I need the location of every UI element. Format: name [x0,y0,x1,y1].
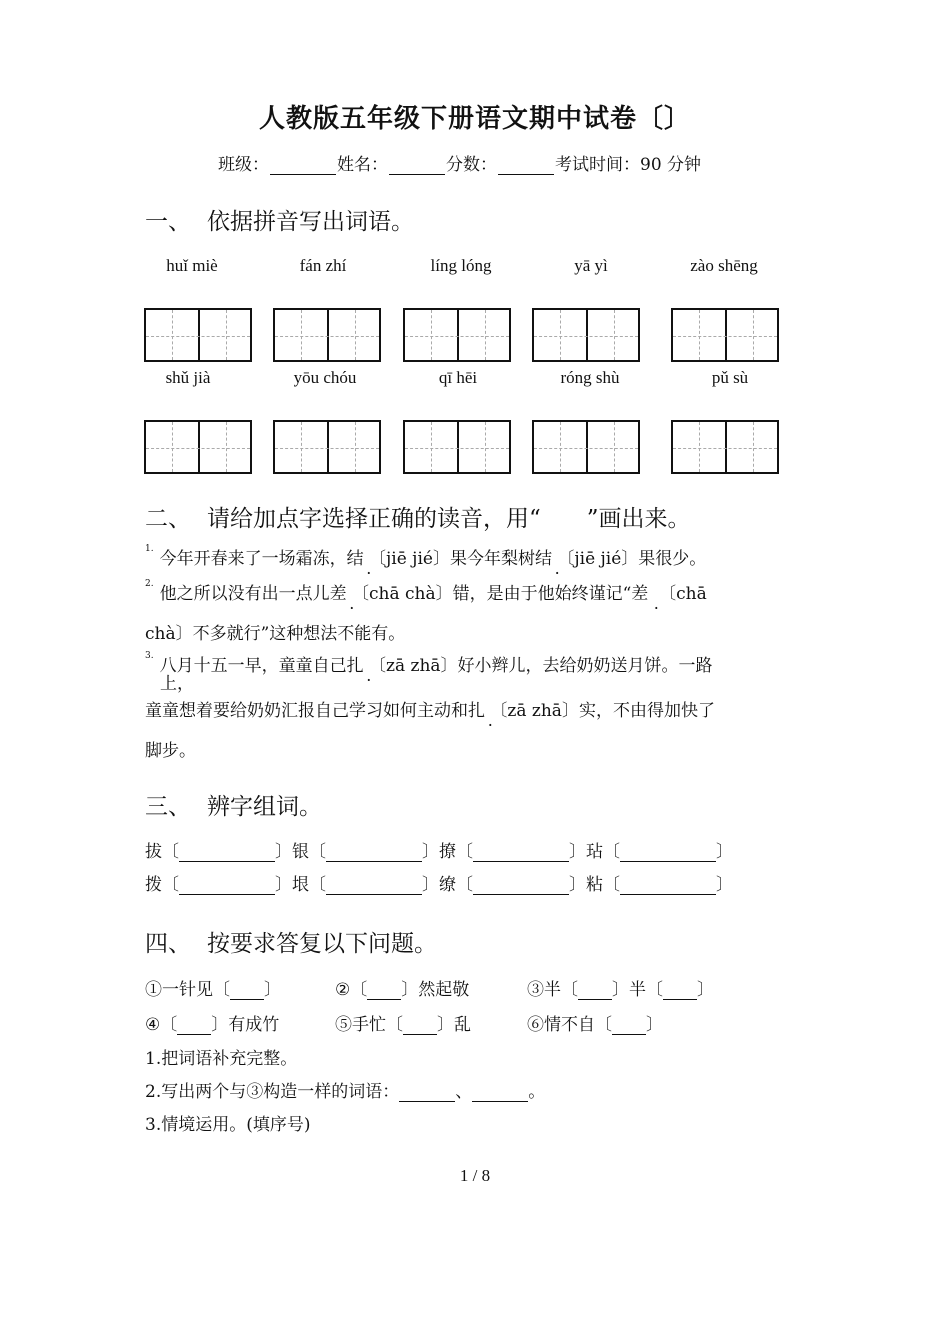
word-row-1: 拔〔 〕银〔 〕撩〔 〕玷〔 〕 [145,842,733,862]
pronunciation-choice[interactable]: 〔zā zhā〕实，不由得加快了 [490,701,715,721]
question-2-2-cont: chà〕不多就行”这种想法不能有。 [145,624,406,644]
writing-grid[interactable] [273,308,381,362]
writing-grid[interactable] [273,420,381,474]
question-2-3-line3: 脚步。 [145,741,196,761]
pinyin-8: qī hēi [438,368,478,387]
writing-grid[interactable] [144,420,252,474]
writing-grid[interactable] [532,420,640,474]
pinyin-5: zào shēng [690,256,758,275]
idiom-2 [335,975,469,1000]
question-number: 2. [145,579,154,589]
idiom-3 [527,975,714,1000]
idiom-text: 〕然起敬 [401,980,470,1000]
answer-blank[interactable] [473,876,569,895]
word-row-2: 拨〔 〕垠〔 〕缭〔 〕粘〔 〕 [145,875,733,895]
idiom-1 [145,975,281,1000]
class-blank[interactable] [270,154,336,175]
emphasis-dot [364,656,369,676]
name-blank[interactable] [389,154,445,175]
class-label: 班级： [218,155,269,175]
pinyin-3: líng lóng [430,256,492,275]
character: 玷 [586,842,603,862]
pronunciation-choice[interactable]: 〔zā zhā〕好小辫儿，去给奶奶送月饼。一路 [369,656,713,676]
answer-blank[interactable] [578,981,612,1000]
character: 撩 [439,842,456,862]
answer-blank[interactable] [472,1083,528,1102]
idiom-6 [527,1010,663,1035]
character: 垠 [292,875,309,895]
pinyin-6: shǔ jià [165,368,211,387]
emphasis-dot [648,584,659,604]
sentence-text: 八月十五一早，童童自己扎 [159,656,364,676]
section-4-number: 四、 [145,931,191,957]
pinyin-10: pǔ sù [711,368,749,387]
section-4-heading [145,925,437,958]
pronunciation-choice[interactable]: 〔jiē jié〕果很少。 [557,549,707,569]
answer-blank[interactable] [663,981,697,1000]
pronunciation-choice[interactable]: 〔jiē jié〕果今年梨树结 [369,549,552,569]
section-1-heading [145,203,414,236]
question-2-2 [145,579,707,604]
section-2-heading [145,500,691,533]
answer-blank[interactable] [230,981,264,1000]
question-text: 2.写出两个与③构造一样的词语： [145,1082,400,1102]
section-1-number: 一、 [145,209,191,235]
section-3-number: 三、 [145,794,191,820]
pinyin-4: yā yì [574,256,608,275]
answer-blank[interactable] [399,1083,455,1102]
idiom-5 [335,1010,471,1035]
page-number: 1 / 8 [459,1166,491,1185]
answer-blank[interactable] [326,876,422,895]
character: 拔 [145,842,162,862]
character: 拨 [145,875,162,895]
section-3-title: 辨字组词。 [207,794,322,820]
time-label: 考试时间：90 分钟 [555,155,702,175]
emphasis-dot [347,584,352,604]
pinyin-1: huǐ miè [166,256,218,275]
name-label: 姓名： [337,155,388,175]
answer-blank[interactable] [179,843,275,862]
section-4-title: 按要求答复以下问题。 [207,931,437,957]
sentence-text: 童童想着要给奶奶汇报自己学习如何主动和扎 [145,701,485,721]
question-number: 1. [145,544,154,554]
writing-grid[interactable] [403,308,511,362]
answer-blank[interactable] [179,876,275,895]
pinyin-9: róng shù [560,368,620,387]
question-2-1 [145,544,706,569]
idiom-text: 〕乱 [437,1015,471,1035]
separator: 、 [455,1082,473,1102]
sub-question-3: 3.情境运用。(填序号) [145,1115,311,1135]
question-2-3 [145,651,713,676]
character: 缭 [439,875,456,895]
pinyin-2: fán zhí [299,256,347,275]
period: 。 [528,1082,546,1102]
character: 银 [292,842,309,862]
answer-blank[interactable] [612,1016,646,1035]
writing-grid[interactable] [671,308,779,362]
sub-question-1: 1.把词语补充完整。 [145,1049,298,1069]
page-title: 人教版五年级下册语文期中试卷〔〕 [258,104,691,134]
emphasis-dot [552,549,557,569]
answer-blank[interactable] [620,843,716,862]
writing-grid[interactable] [144,308,252,362]
section-2-title: 请给加点字选择正确的读音，用“ ”画出来。 [207,506,691,532]
answer-blank[interactable] [326,843,422,862]
question-2-3-line2 [145,696,715,721]
emphasis-dot [485,701,490,721]
sentence-text: 他之所以没有出一点儿差 [159,584,347,604]
idiom-text: 〕有成竹 [211,1015,280,1035]
score-blank[interactable] [498,154,554,175]
answer-blank[interactable] [177,1016,211,1035]
character: 粘 [586,875,603,895]
section-1-title: 依据拼音写出词语。 [207,209,414,235]
question-2-3-wrap: 上， [160,674,194,694]
writing-grid[interactable] [532,308,640,362]
idiom-text: ④〔 [145,1015,178,1035]
answer-blank[interactable] [367,981,401,1000]
student-info-line [218,150,701,175]
sentence-text: 今年开春来了一场霜冻，结 [159,549,364,569]
writing-grid[interactable] [403,420,511,474]
sub-question-2 [145,1077,545,1102]
idiom-text: 〕半〔 [612,980,663,1000]
idiom-text: ③半〔 [527,980,578,1000]
answer-blank[interactable] [473,843,569,862]
pinyin-7: yōu chóu [293,368,357,387]
idiom-text: ②〔 [335,980,368,1000]
idiom-4 [145,1010,279,1035]
emphasis-dot [364,549,369,569]
idiom-text: ①一针见〔 [145,980,230,1000]
answer-blank[interactable] [620,876,716,895]
pronunciation-choice[interactable]: 〔chā [659,584,707,604]
section-2-number: 二、 [145,506,191,532]
idiom-text: 〕 [697,980,714,1000]
section-3-heading [145,788,322,821]
idiom-text: ⑤手忙〔 [335,1015,403,1035]
idiom-text: 〕 [264,980,281,1000]
score-label: 分数： [446,155,497,175]
answer-blank[interactable] [403,1016,437,1035]
idiom-text: ⑥情不自〔 [527,1015,612,1035]
writing-grid[interactable] [671,420,779,474]
question-number: 3. [145,651,154,661]
idiom-text: 〕 [646,1015,663,1035]
pronunciation-choice[interactable]: 〔chā chà〕错，是由于他始终谨记“差 [352,584,649,604]
